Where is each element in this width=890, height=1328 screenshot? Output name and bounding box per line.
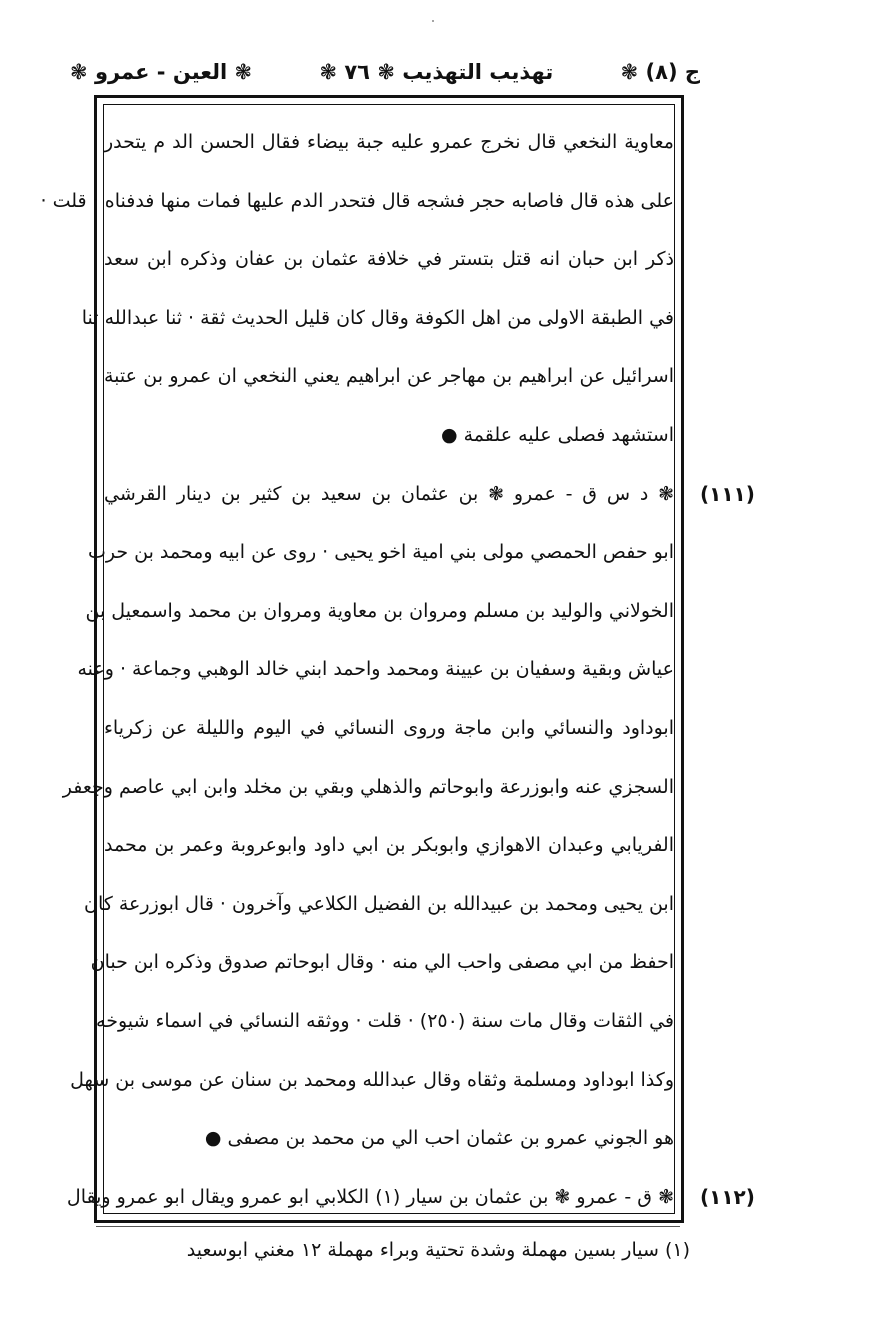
header-volume-label: ج (٨) xyxy=(645,60,700,84)
text-line: ❃ ق - عمرو ❃ بن عثمان بن سيار (١) الكلابي ابو عمرو ويقال ابو عمرو ويقال xyxy=(66,1186,674,1208)
header-section-group xyxy=(70,60,252,84)
text-line: في الطبقة الاولى من اهل الكوفة وقال كان قليل الحديث ثقة · ثنا عبدالله ثنا xyxy=(81,307,674,329)
header-volume xyxy=(621,60,700,84)
text-line: استشهد فصلى عليه علقمة ● xyxy=(441,424,674,446)
text-line: هو الجوني عمرو بن عثمان احب الي من محمد بن مصفى ● xyxy=(204,1127,674,1149)
text-line: اسرائيل عن ابراهيم بن مهاجر عن ابراهيم يعني النخعي ان عمرو بن عتبة xyxy=(104,365,674,387)
ornament-icon: ❃ xyxy=(234,60,253,84)
text-line: السجزي عنه وابوزرعة وابوحاتم والذهلي وبقي بن مخلد وابن ابي عاصم وجعفر xyxy=(62,776,674,798)
ornament-icon: ❃ xyxy=(319,60,338,84)
text-line: ابو حفص الحمصي مولى بني امية اخو يحيى · روى عن ابيه ومحمد بن حرب xyxy=(87,541,674,563)
text-line: على هذه قال فاصابه حجر فشجه قال فتحدر الدم عليها فمات منها فدفناه · قلت · xyxy=(40,190,674,212)
text-line: ابوداود والنسائي وابن ماجة وروى النسائي في اليوم والليلة عن زكرياء xyxy=(104,717,674,739)
text-line: ❃ د س ق - عمرو ❃ بن عثمان بن سعيد بن كثير بن دينار القرشي xyxy=(104,483,674,505)
text-line: الخولاني والوليد بن مسلم ومروان بن معاوية ومروان بن محمد واسمعيل بن xyxy=(85,600,674,622)
text-line: عياش وبقية وسفيان بن عيينة ومحمد واحمد ابني خالد الوهبي وجماعة · وعنه xyxy=(77,658,674,680)
header-book-title: تهذيب التهذيب xyxy=(402,60,554,84)
text-line: الفريابي وعبدان الاهوازي وابوبكر بن ابي داود وابوعروبة وعمر بن محمد xyxy=(104,834,674,856)
ink-speck xyxy=(432,20,434,22)
header-book-title-group xyxy=(319,60,553,84)
text-line: معاوية النخعي قال نخرج عمرو عليه جبة بيضاء فقال الحسن الد م يتحدر xyxy=(104,131,674,153)
ornament-icon: ❃ xyxy=(620,60,639,84)
text-line: ذكر ابن حبان انه قتل بتستر في خلافة عثمان بن عفان وذكره ابن سعد xyxy=(104,248,674,270)
footnote-rule xyxy=(96,1226,680,1227)
ornament-icon: ❃ xyxy=(70,60,88,84)
text-line: احفظ من ابي مصفى واحب الي منه · وقال ابوحاتم صدوق وذكره ابن حبان xyxy=(90,951,674,973)
running-header xyxy=(70,52,700,92)
text-line: ابن يحيى ومحمد بن عبيدالله بن الفضيل الكلاعي وآخرون · قال ابوزرعة كان xyxy=(84,893,674,915)
entry-number: (١١١) xyxy=(700,482,755,506)
header-section: العين - عمرو xyxy=(94,60,228,84)
ornament-icon: ❃ xyxy=(377,60,395,84)
entry-number: (١١٢) xyxy=(700,1185,755,1209)
text-line: في الثقات وقال مات سنة (٢٥٠) · قلت · ووثقه النسائي في اسماء شيوخه xyxy=(96,1010,674,1032)
footnote: (١) سيار بسين مهملة وشدة تحتية وبراء مهملة ١٢ مغني ابوسعيد xyxy=(186,1239,690,1261)
header-page-number: ٧٦ xyxy=(344,60,370,84)
text-line: وكذا ابوداود ومسلمة وثقاه وقال عبدالله ومحمد بن سنان عن موسى بن سهل xyxy=(70,1069,674,1091)
